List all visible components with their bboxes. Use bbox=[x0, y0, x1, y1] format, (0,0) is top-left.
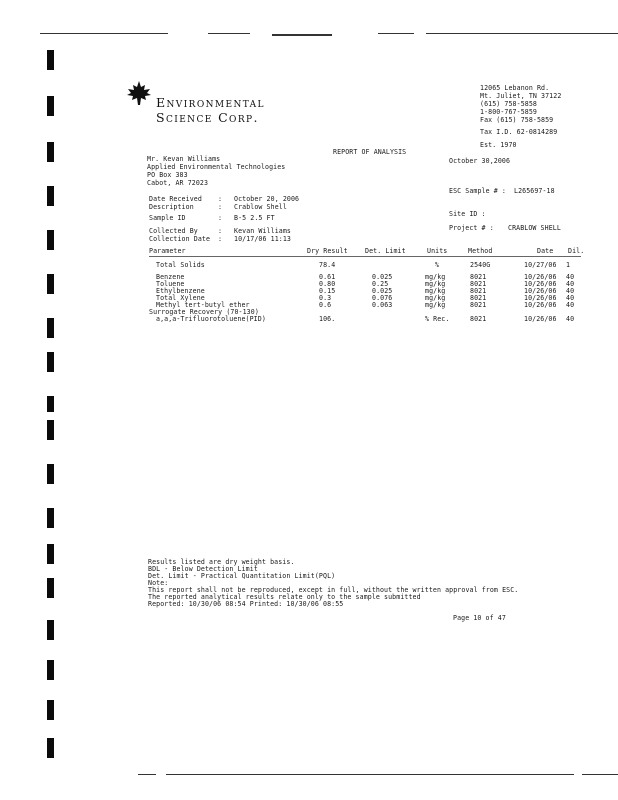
header-units: Units bbox=[427, 247, 448, 255]
field-colon: : bbox=[218, 203, 223, 211]
cell-dry-result: 106. bbox=[319, 315, 336, 323]
top-rule-2 bbox=[208, 33, 250, 34]
cell-dil: 40 bbox=[566, 280, 575, 288]
cell-date: 10/27/06 bbox=[524, 261, 557, 269]
top-rule-3 bbox=[272, 34, 332, 36]
binding-mark bbox=[47, 738, 54, 758]
site-id-label: Site ID : bbox=[449, 210, 486, 218]
cell-method: 8021 bbox=[470, 287, 487, 295]
cell-units: mg/kg bbox=[425, 280, 446, 288]
field-colon: : bbox=[218, 195, 223, 203]
cell-dil: 40 bbox=[566, 294, 575, 302]
company-address-2: Mt. Juliet, TN 37122 bbox=[480, 92, 562, 100]
cell-det-limit: 0.25 bbox=[372, 280, 389, 288]
cell-dry-result: 0.3 bbox=[319, 294, 332, 302]
top-rule-1 bbox=[40, 33, 168, 34]
field-label: Collection Date bbox=[149, 235, 211, 243]
binding-mark bbox=[47, 396, 54, 412]
field-colon: : bbox=[218, 214, 223, 222]
binding-mark bbox=[47, 352, 54, 372]
footer-line: Det. Limit - Practical Quantitation Limit(PQL) bbox=[148, 572, 336, 580]
binding-mark bbox=[47, 544, 54, 564]
cell-parameter: Total Xylene bbox=[156, 294, 205, 302]
table-row bbox=[0, 315, 618, 324]
cell-method: 8021 bbox=[470, 315, 487, 323]
footer-line: BDL - Below Detection Limit bbox=[148, 565, 258, 573]
cell-dil: 1 bbox=[566, 261, 571, 269]
recipient-city: Cabot, AR 72023 bbox=[147, 179, 209, 187]
cell-units: mg/kg bbox=[425, 273, 446, 281]
esc-sample-value: L265697-18 bbox=[514, 187, 555, 195]
cell-method: 8021 bbox=[470, 301, 487, 309]
cell-det-limit: 0.025 bbox=[372, 273, 393, 281]
binding-mark bbox=[47, 50, 54, 70]
cell-dry-result: 0.61 bbox=[319, 273, 336, 281]
binding-mark bbox=[47, 96, 54, 116]
company-address-1: 12065 Lebanon Rd. bbox=[480, 84, 550, 92]
binding-mark bbox=[47, 186, 54, 206]
page-number: Page 10 of 47 bbox=[453, 614, 506, 622]
field-label: Sample ID bbox=[149, 214, 186, 222]
field-label: Collected By bbox=[149, 227, 198, 235]
binding-mark bbox=[47, 620, 54, 640]
report-date: October 30,2006 bbox=[449, 157, 511, 165]
cell-dry-result: 78.4 bbox=[319, 261, 336, 269]
field-value: B-5 2.5 FT bbox=[234, 214, 275, 222]
company-est: Est. 1970 bbox=[480, 141, 517, 149]
cell-dil: 40 bbox=[566, 315, 575, 323]
cell-date: 10/26/06 bbox=[524, 294, 557, 302]
recipient-name: Mr. Kevan Williams bbox=[147, 155, 221, 163]
field-value: October 20, 2006 bbox=[234, 195, 300, 203]
binding-mark bbox=[47, 700, 54, 720]
field-label: Description bbox=[149, 203, 194, 211]
maple-leaf-logo-icon bbox=[126, 80, 152, 106]
cell-units: mg/kg bbox=[425, 301, 446, 309]
binding-mark bbox=[47, 142, 54, 162]
cell-units: % Rec. bbox=[425, 315, 450, 323]
cell-dry-result: 0.15 bbox=[319, 287, 336, 295]
cell-parameter: Toluene bbox=[156, 280, 185, 288]
binding-mark bbox=[47, 508, 54, 528]
top-rule-5 bbox=[426, 33, 618, 34]
footer-line: The reported analytical results relate only to the sample submitted bbox=[148, 593, 421, 601]
cell-det-limit: 0.025 bbox=[372, 287, 393, 295]
cell-parameter: Ethylbenzene bbox=[156, 287, 205, 295]
bottom-rule-2 bbox=[166, 774, 574, 775]
header-dil: Dil. bbox=[568, 247, 585, 255]
field-colon: : bbox=[218, 227, 223, 235]
company-tax-id: Tax I.D. 62-0814289 bbox=[480, 128, 558, 136]
cell-method: 8021 bbox=[470, 294, 487, 302]
company-phone-2: 1-800-767-5859 bbox=[480, 108, 537, 116]
table-header-rule bbox=[149, 256, 581, 257]
top-rule-4 bbox=[378, 33, 414, 34]
recipient-company: Applied Environmental Technologies bbox=[147, 163, 286, 171]
cell-date: 10/26/06 bbox=[524, 280, 557, 288]
header-parameter: Parameter bbox=[149, 247, 186, 255]
cell-dil: 40 bbox=[566, 273, 575, 281]
cell-dry-result: 0.6 bbox=[319, 301, 332, 309]
cell-parameter: Benzene bbox=[156, 273, 185, 281]
field-value: Kevan Williams bbox=[234, 227, 291, 235]
cell-method: 8021 bbox=[470, 273, 487, 281]
cell-det-limit: 0.063 bbox=[372, 301, 393, 309]
bottom-rule-3 bbox=[582, 774, 618, 775]
binding-mark bbox=[47, 420, 54, 440]
cell-parameter: Methyl tert-butyl ether bbox=[156, 301, 250, 309]
cell-dry-result: 0.80 bbox=[319, 280, 336, 288]
binding-mark bbox=[47, 464, 54, 484]
cell-units: mg/kg bbox=[425, 294, 446, 302]
cell-det-limit: 0.076 bbox=[372, 294, 393, 302]
cell-method: 2540G bbox=[470, 261, 491, 269]
header-date: Date bbox=[537, 247, 554, 255]
company-fax: Fax (615) 758-5859 bbox=[480, 116, 554, 124]
binding-mark bbox=[47, 578, 54, 598]
cell-dil: 40 bbox=[566, 287, 575, 295]
cell-date: 10/26/06 bbox=[524, 315, 557, 323]
cell-units: % bbox=[435, 261, 440, 269]
project-value: CRABLOW SHELL bbox=[508, 224, 561, 232]
cell-dil: 40 bbox=[566, 301, 575, 309]
recipient-po-box: PO Box 383 bbox=[147, 171, 188, 179]
bottom-rule-1 bbox=[138, 774, 156, 775]
header-method: Method bbox=[468, 247, 493, 255]
field-value: 10/17/06 11:13 bbox=[234, 235, 291, 243]
binding-mark bbox=[47, 660, 54, 680]
footer-line: Note: bbox=[148, 579, 169, 587]
footer-line: Reported: 10/30/06 08:54 Printed: 10/30/06 08:55 bbox=[148, 600, 344, 608]
cell-date: 10/26/06 bbox=[524, 287, 557, 295]
cell-parameter: Surrogate Recovery (70-130) bbox=[149, 308, 259, 316]
header-det-limit: Det. Limit bbox=[365, 247, 406, 255]
table-header bbox=[0, 247, 618, 256]
cell-parameter: a,a,a-Trifluorotoluene(PID) bbox=[156, 315, 266, 323]
project-label: Project # : bbox=[449, 224, 494, 232]
field-label: Date Received bbox=[149, 195, 202, 203]
company-phone-1: (615) 758-5858 bbox=[480, 100, 537, 108]
header-dry-result: Dry Result bbox=[307, 247, 348, 255]
report-title: REPORT OF ANALYSIS bbox=[333, 148, 407, 156]
cell-method: 8021 bbox=[470, 280, 487, 288]
footer-line: Results listed are dry weight basis. bbox=[148, 558, 295, 566]
cell-date: 10/26/06 bbox=[524, 301, 557, 309]
cell-parameter: Total Solids bbox=[156, 261, 205, 269]
esc-sample-label: ESC Sample # : bbox=[449, 187, 506, 195]
field-value: Crablow Shell bbox=[234, 203, 287, 211]
cell-units: mg/kg bbox=[425, 287, 446, 295]
cell-date: 10/26/06 bbox=[524, 273, 557, 281]
footer-line: This report shall not be reproduced, except in full, without the written approval from ESC. bbox=[148, 586, 519, 594]
field-colon: : bbox=[218, 235, 223, 243]
company-name-line2: Science Corp. bbox=[156, 110, 259, 125]
company-name-line1: Environmental bbox=[156, 95, 265, 110]
